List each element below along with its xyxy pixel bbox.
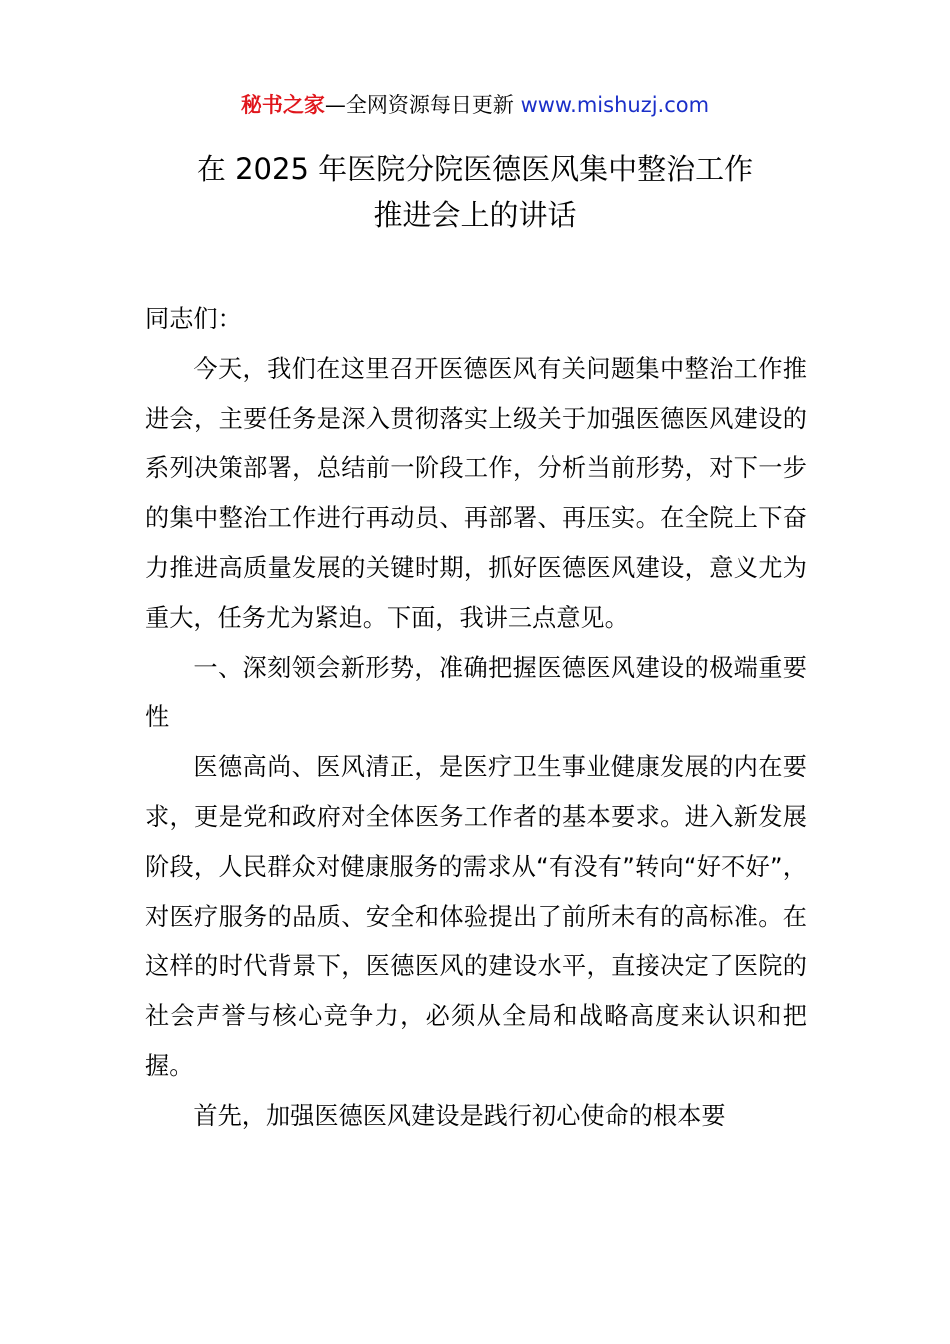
header-tagline: —全网资源每日更新 (324, 93, 521, 117)
site-header (0, 88, 950, 122)
salutation: 同志们： (145, 305, 242, 333)
paragraph-intro: 今天，我们在这里召开医德医风有关问题集中整治工作推进会，主要任务是深入贯彻落实上级关于加强医德医风建设的系列决策部署，总结前一阶段工作，分析当前形势，对下一步的集中整治工作进行再动员、再部署、再压实。在全院上下奋力推进高质量发展的关键时期，抓好医德医风建设，意义尤为重大，任务尤为紧迫。下面，我讲三点意见。 (145, 354, 807, 632)
title-line-2: 推进会上的讲话 (373, 198, 577, 232)
document-body (145, 295, 807, 1142)
paragraph-section-1: 医德高尚、医风清正，是医疗卫生事业健康发展的内在要求，更是党和政府对全体医务工作者的基本要求。进入新发展阶段，人民群众对健康服务的需求从“有没有”转向“好不好”，对医疗服务的品质、安全和体验提出了前所未有的高标准。在这样的时代背景下，医德医风的建设水平，直接决定了医院的社会声誉与核心竞争力，必须从全局和战略高度来认识和把握。 (145, 753, 807, 1080)
title-line-1: 在 2025 年医院分院医德医风集中整治工作 (196, 152, 754, 186)
brand-name: 秘书之家 (240, 93, 325, 117)
paragraph-first-point: 首先，加强医德医风建设是践行初心使命的根本要 (193, 1101, 726, 1130)
document-title (0, 146, 950, 238)
site-url[interactable]: www.mishuzj.com (520, 93, 710, 117)
section-heading-1: 一、深刻领会新形势，准确把握医德医风建设的极端重要性 (145, 653, 807, 732)
